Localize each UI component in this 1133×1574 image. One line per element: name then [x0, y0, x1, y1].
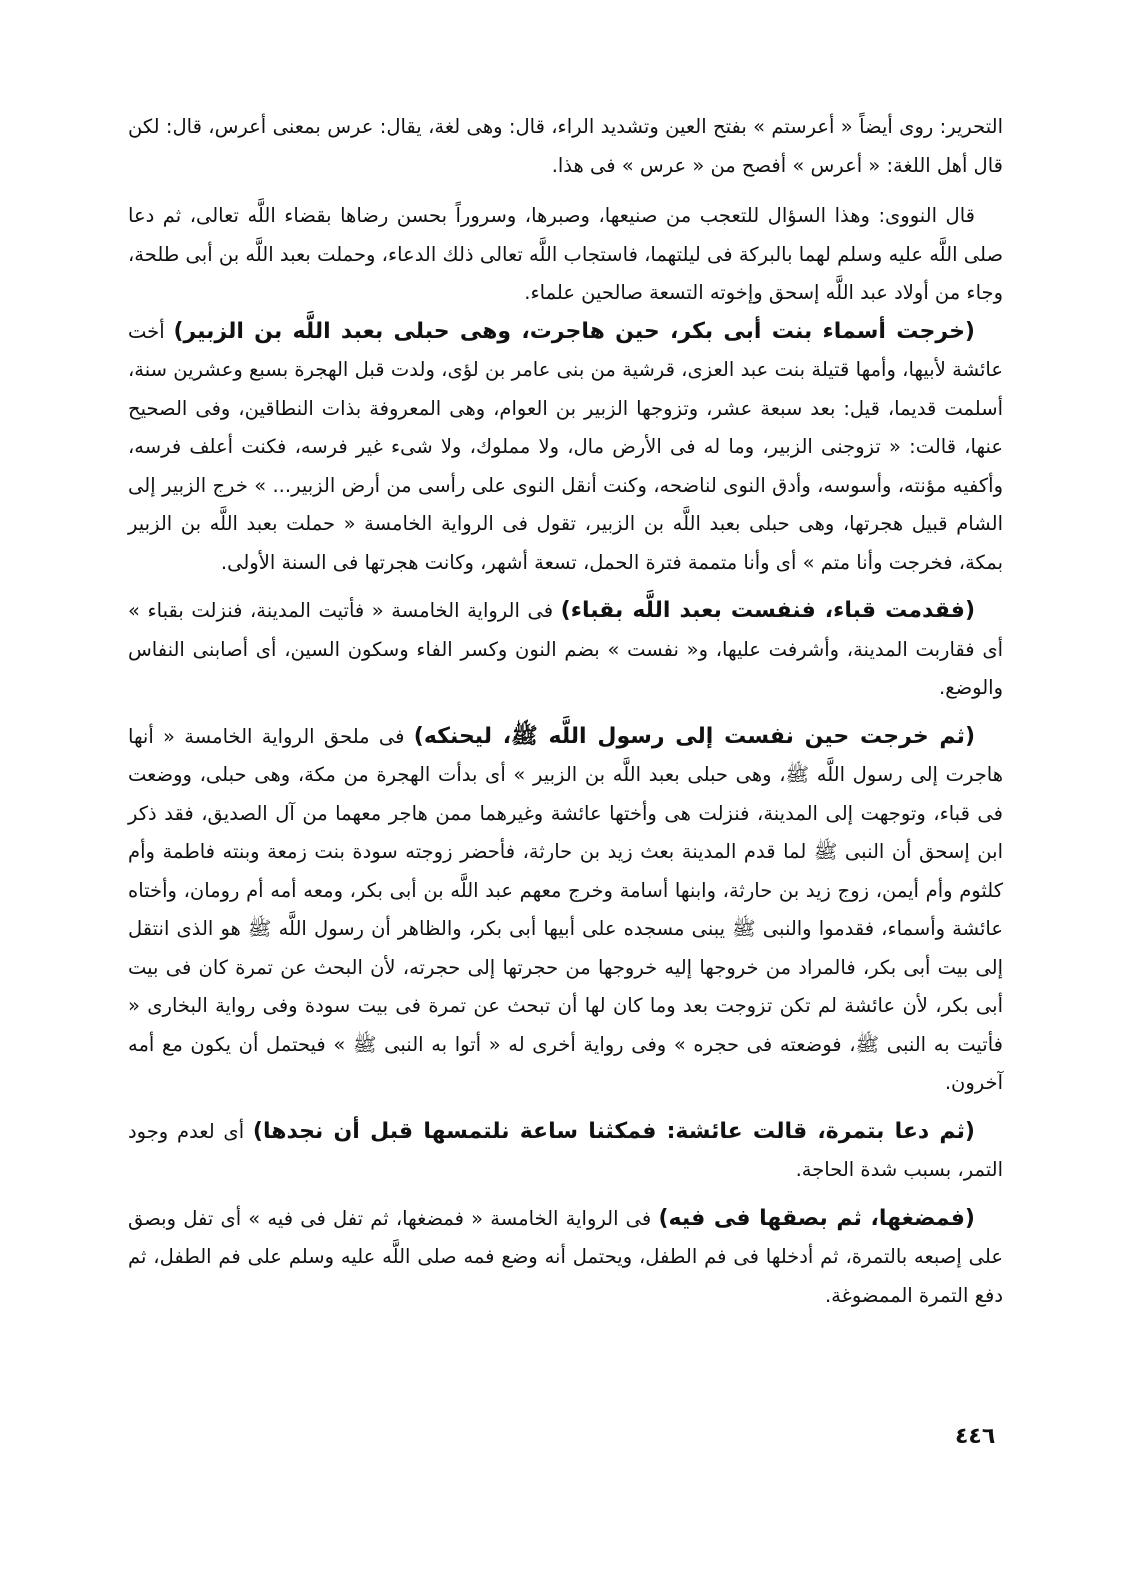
paragraph-text: أخت عائشة لأبيها، وأمها قتيلة بنت عبد العزى، قرشية من بنى عامر بن لؤى، ولدت قبل الهجرة بسبع وعشرين سنة، أسلمت قديما، قيل: بعد سبعة عشر، وتزوجها الزبير بن العوام، وهى المعروفة بذات النطاقين، وفى الصحيح عنها، قالت: « تزوجنى الزبير، وما له فى الأرض مال، ولا مملوك، ولا شىء غير فرسه، فكنت أعلف فرسه، وأكفيه مؤنته، وأسوسه، وأدق النوى لناضحه، وكنت أنقل النوى على رأسى من أرض الزبير... » خرج الزبير إلى الشام قبيل هجرتها، وهى حبلى بعبد اللَّه بن الزبير، تقول فى الرواية الخامسة « حملت بعبد اللَّه بن الزبير بمكة، فخرجت وأنا متم » أى وأنا متممة فترة الحمل، تسعة أشهر، وكانت هجرتها فى السنة الأولى.	[128, 319, 1003, 574]
paragraph-lead: (ثم خرجت حين نفست إلى رسول اللَّه ﷺ، ليحنكه)	[413, 723, 975, 749]
paragraph-nawawi	[128, 197, 1003, 313]
paragraph-asmaa	[128, 313, 1003, 583]
paragraph-lead: (ثم دعا بتمرة، قالت عائشة: فمكثنا ساعة نلتمسها قبل أن نجدها)	[252, 1118, 975, 1144]
paragraph-lead: (فقدمت قباء، فنفست بعبد اللَّه بقباء)	[560, 598, 976, 623]
paragraph-qubaa	[128, 592, 1003, 708]
paragraph-lead: (فمضغها، ثم بصقها فى فيه)	[658, 1205, 975, 1231]
paragraph-tahrir	[128, 108, 1003, 185]
paragraph-text: فى الرواية الخامسة « فمضغها، ثم تفل فى فيه » أى تفل وبصق على إصبعه بالتمرة، ثم أدخلها فى فم الطفل، ويحتمل أنه وضع فمه صلى اللَّه عليه وسلم على فم الطفل، ثم دفع التمرة الممضوغة.	[128, 1206, 1003, 1307]
paragraph-lead: (خرجت أسماء بنت أبى بكر، حين هاجرت، وهى حبلى بعبد اللَّه بن الزبير)	[173, 318, 975, 344]
paragraph-text: فى ملحق الرواية الخامسة « أنها هاجرت إلى رسول اللَّه ﷺ، وهى حبلى بعبد اللَّه بن الزبير » أى بدأت الهجرة من مكة، وهى حبلى، ووضعت فى قباء، وتوجهت إلى المدينة، فنزلت هى وأختها عائشة وغيرهما ممن هاجر معهما من آل الصديق، فقد ذكر ابن إسحق أن النبى ﷺ لما قدم المدينة بعث زيد بن حارثة، فأحضر زوجته سودة بنت زمعة وبنته فاطمة وأم كلثوم وأم أيمن، زوج زيد بن حارثة، وابنها أسامة وخرج معهم عبد اللَّه بن أبى بكر، ومعه أمه أم رومان، وأختاه عائشة وأسماء، فقدموا والنبى ﷺ يبنى مسجده على أبيها أبى بكر، والظاهر أن رسول اللَّه ﷺ هو الذى انتقل إلى بيت أبى بكر، فالمراد من خروجها إليه خروجها من حجرتها إلى حجرته، لأن البحث عن تمرة كان فى بيت أبى بكر، لأن عائشة لم تكن تزوجت بعد وما كان لها أن تبحث عن تمرة فى بيت سودة وفى رواية البخارى « فأتيت به النبى ﷺ، فوضعته فى حجره » وفى رواية أخرى له « أتوا به النبى ﷺ » فيحتمل أن يكون مع أمه آخرون.	[128, 724, 1003, 1094]
page-number: ٤٤٦	[955, 1424, 996, 1449]
paragraph-madgh	[128, 1200, 1003, 1316]
paragraph-text: أى لعدم وجود التمر، بسبب شدة الحاجة.	[128, 1119, 1003, 1181]
paragraph-text: التحرير: روى أيضاً « أعرستم » بفتح العين وتشديد الراء، قال: وهى لغة، يقال: عرس بمعنى أعرس، قال: لكن قال أهل اللغة: « أعرس » أفصح من « عرس » فى هذا.	[128, 115, 1003, 177]
paragraph-text: قال النووى: وهذا السؤال للتعجب من صنيعها، وصبرها، وسروراً بحسن رضاها بقضاء اللَّه تعالى، ثم دعا صلى اللَّه عليه وسلم لهما بالبركة فى ليلتهما، فاستجاب اللَّه تعالى ذلك الدعاء، وحملت بعبد اللَّه بن أبى طلحة، وجاء من أولاد عبد اللَّه إسحق وإخوته التسعة صالحين علماء.	[128, 204, 1003, 304]
paragraph-tahnik	[128, 718, 1003, 1103]
paragraph-tamra	[128, 1113, 1003, 1190]
page-body	[128, 108, 1003, 1315]
paragraph-text: فى الرواية الخامسة « فأتيت المدينة، فنزلت بقباء » أى فقاربت المدينة، وأشرفت عليها، و« نفست » بضم النون وكسر الفاء وسكون السين، أى أصابنى النفاس والوضع.	[128, 599, 1003, 699]
